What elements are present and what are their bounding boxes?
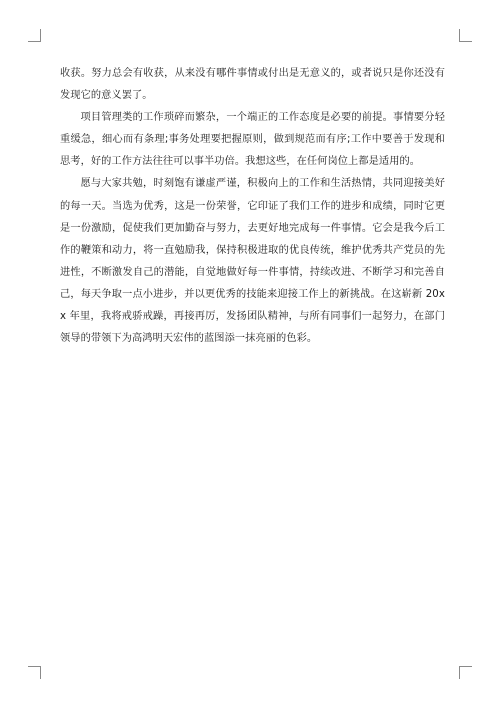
crop-mark-bottom-left	[28, 666, 41, 679]
paragraph-closing: 愿与大家共勉，时刻饱有谦虚严谨，积极向上的工作和生活热情，共同迎接美好的每一天。当选为优秀，这是一份荣誉，它印证了我们工作的进步和成绩，同时它更是一份激励，促使我们更加勤奋与努力，去更好地完成每一件事情。它会是我今后工作的鞭策和动力，将一直勉励我，保持积极进取的优良传统，维护优秀共产党员的先进性，不断激发自己的潜能，自觉地做好每一件事情，持续改进、不断学习和完善自己，每天争取一点小进步，并以更优秀的技能来迎接工作上的新挑战。在这崭新 20xx 年里，我将戒骄戒躁，再接再厉，发扬团队精神，与所有同事们一起努力，在部门领导的带领下为高鸿明天宏伟的蓝图添一抹亮丽的色彩。	[60, 178, 445, 345]
crop-mark-bottom-right	[459, 666, 472, 679]
paragraph-project-management: 项目管理类的工作琐碎而繁杂，一个端正的工作态度是必要的前提。事情要分轻重缓急，细心而有条理;事务处理要把握原则，做到规范而有序;工作中要善于发现和思考，好的工作方法往往可以事半功倍。我想这些，在任何岗位上都是适用的。	[60, 112, 445, 168]
crop-mark-top-left	[28, 29, 41, 42]
crop-mark-top-right	[459, 29, 472, 42]
document-body	[60, 63, 445, 350]
paragraph-continuation: 收获。努力总会有收获，从来没有哪件事情或付出是无意义的，或者说只是你还没有发现它的意义罢了。	[60, 68, 445, 102]
